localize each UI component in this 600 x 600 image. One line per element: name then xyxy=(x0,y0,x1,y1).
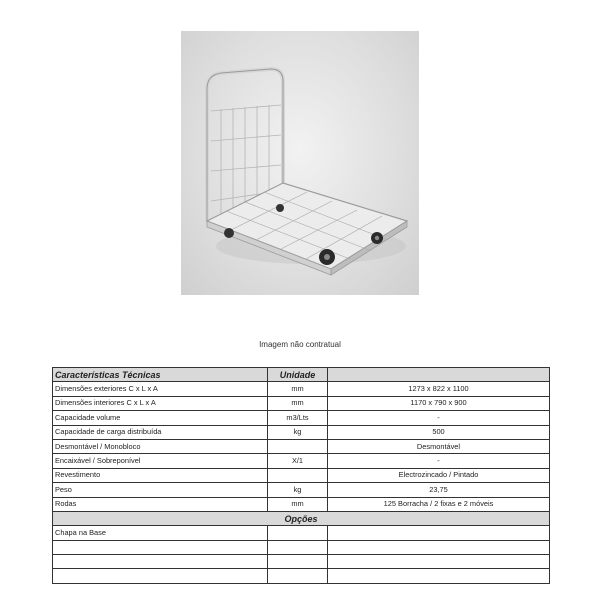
spec-label: Dimensões interiores C x L x A xyxy=(53,396,268,410)
spec-unit: mm xyxy=(268,497,328,511)
table-row xyxy=(53,483,550,497)
table-row xyxy=(53,396,550,410)
header-unit: Unidade xyxy=(268,368,328,382)
spec-label: Capacidade volume xyxy=(53,411,268,425)
spec-value: 23,75 xyxy=(328,483,550,497)
option-label xyxy=(53,540,268,554)
spec-label: Desmontável / Monobloco xyxy=(53,439,268,453)
spec-value: 1273 x 822 x 1100 xyxy=(328,382,550,396)
spec-value: - xyxy=(328,411,550,425)
platform-trolley-illustration xyxy=(181,31,419,295)
table-row xyxy=(53,540,550,554)
spec-unit: X/1 xyxy=(268,454,328,468)
table-row xyxy=(53,569,550,583)
spec-label: Dimensões exteriores C x L x A xyxy=(53,382,268,396)
spec-unit: mm xyxy=(268,382,328,396)
spec-value: Desmontável xyxy=(328,439,550,453)
spec-label: Revestimento xyxy=(53,468,268,482)
table-row xyxy=(53,497,550,511)
spec-unit: kg xyxy=(268,483,328,497)
options-section-header xyxy=(53,511,550,525)
table-row xyxy=(53,425,550,439)
option-value xyxy=(328,555,550,569)
option-label xyxy=(53,569,268,583)
option-unit xyxy=(268,555,328,569)
table-row xyxy=(53,411,550,425)
spec-value: - xyxy=(328,454,550,468)
option-value xyxy=(328,569,550,583)
spec-unit: m3/Lts xyxy=(268,411,328,425)
spec-value: 500 xyxy=(328,425,550,439)
spec-unit: kg xyxy=(268,425,328,439)
header-characteristics: Características Técnicas xyxy=(53,368,268,382)
table-row xyxy=(53,526,550,540)
option-unit xyxy=(268,569,328,583)
option-value xyxy=(328,540,550,554)
table-row xyxy=(53,555,550,569)
options-title: Opções xyxy=(53,511,550,525)
option-label xyxy=(53,555,268,569)
technical-spec-table xyxy=(52,367,550,584)
spec-unit: mm xyxy=(268,396,328,410)
table-row xyxy=(53,382,550,396)
spec-value: Electrozincado / Pintado xyxy=(328,468,550,482)
table-row xyxy=(53,454,550,468)
option-value xyxy=(328,526,550,540)
spec-label: Capacidade de carga distribuída xyxy=(53,425,268,439)
table-row xyxy=(53,439,550,453)
table-row xyxy=(53,468,550,482)
option-label: Chapa na Base xyxy=(53,526,268,540)
image-caption: Imagem não contratual xyxy=(259,340,341,349)
product-photo xyxy=(181,31,419,295)
table-header-row xyxy=(53,368,550,382)
spec-value: 1170 x 790 x 900 xyxy=(328,396,550,410)
header-value xyxy=(328,368,550,382)
spec-unit xyxy=(268,468,328,482)
option-unit xyxy=(268,540,328,554)
option-unit xyxy=(268,526,328,540)
spec-label: Rodas xyxy=(53,497,268,511)
spec-label: Encaixável / Sobreponível xyxy=(53,454,268,468)
spec-value: 125 Borracha / 2 fixas e 2 móveis xyxy=(328,497,550,511)
spec-unit xyxy=(268,439,328,453)
spec-label: Peso xyxy=(53,483,268,497)
